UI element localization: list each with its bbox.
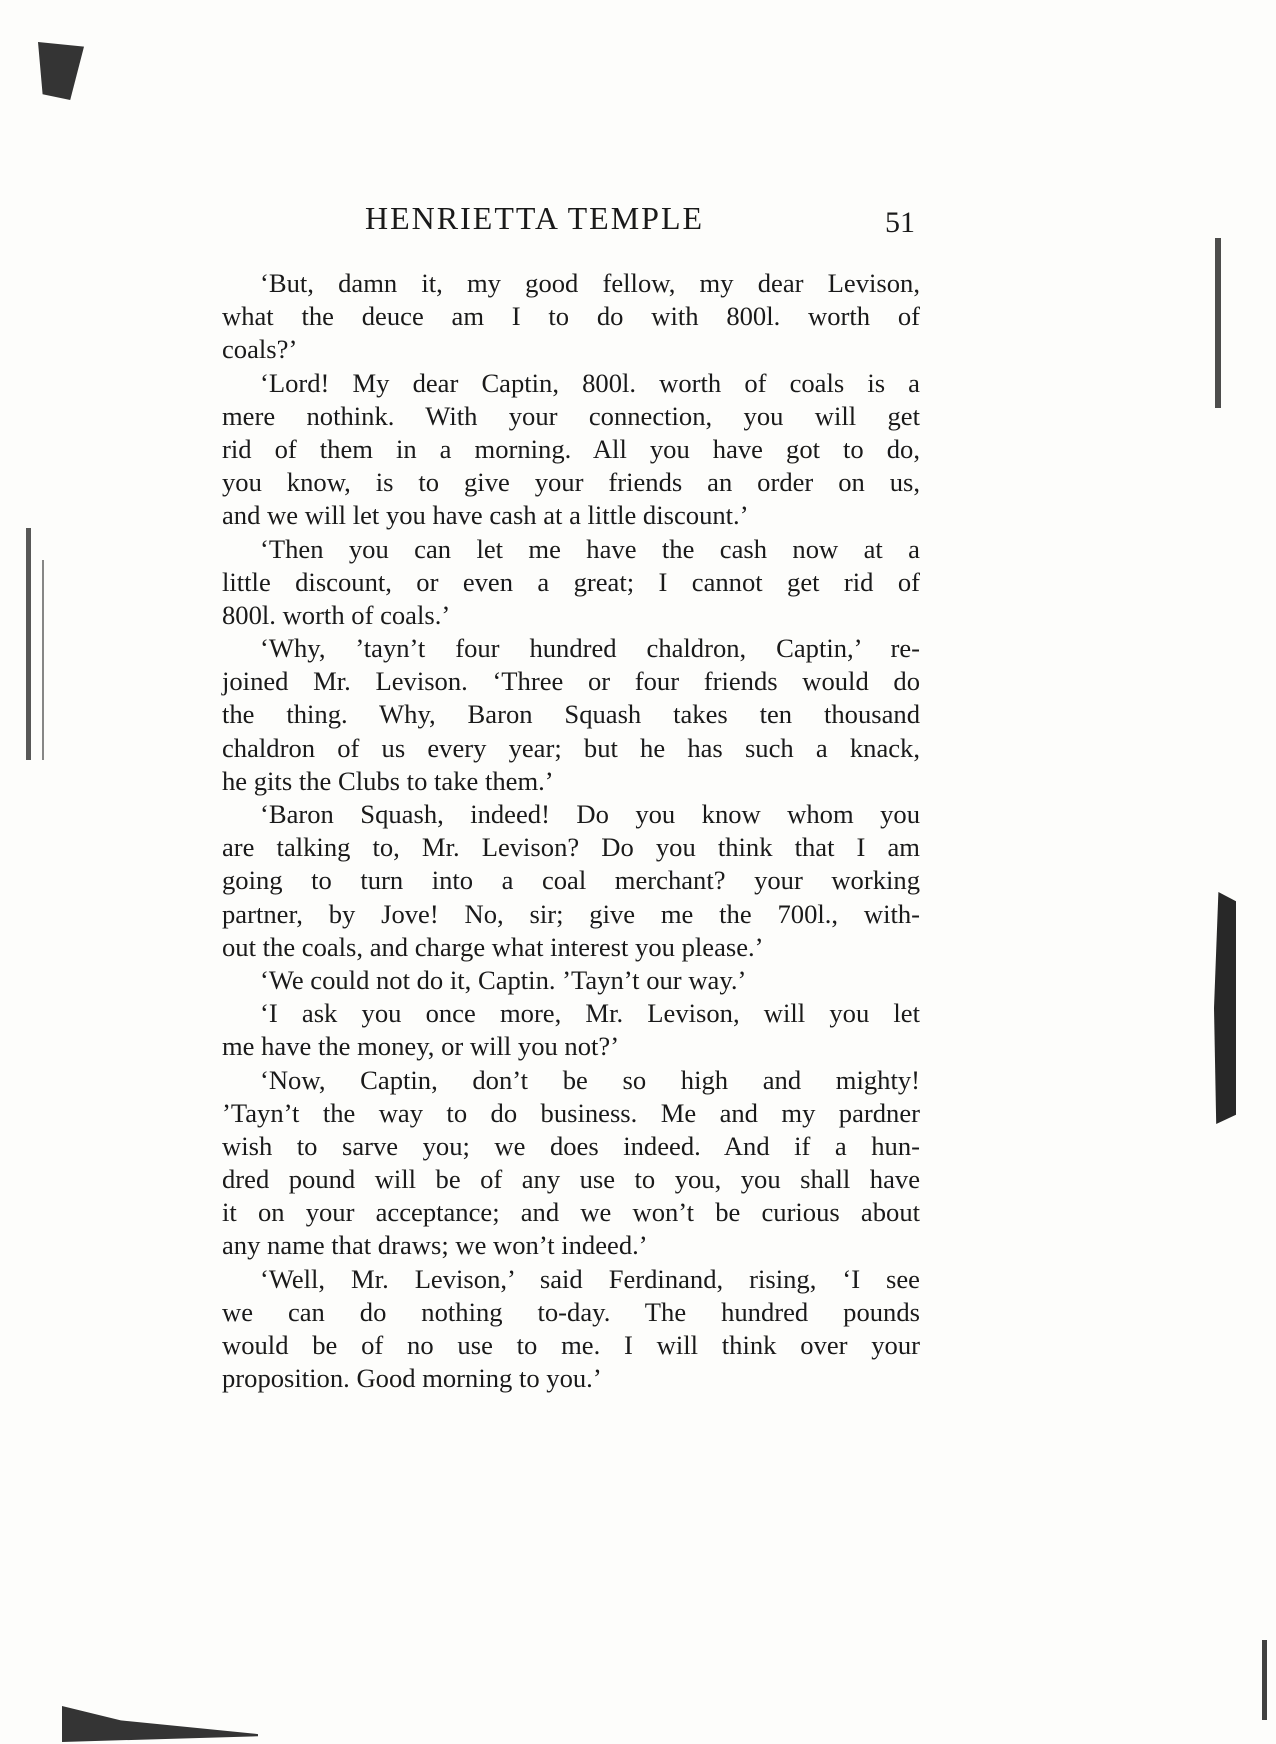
text-line: joined Mr. Levison. ‘Three or four friends would do (222, 666, 920, 697)
text-line: dred pound will be of any use to you, you shall have (222, 1164, 920, 1195)
text-line: proposition. Good morning to you.’ (222, 1363, 602, 1394)
text-line: and we will let you have cash at a little discount.’ (222, 500, 749, 531)
text-line: any name that draws; we won’t indeed.’ (222, 1230, 648, 1261)
scan-mark-top-left (38, 42, 84, 100)
text-line: ‘Why, ’tayn’t four hundred chaldron, Captin,’ re- (260, 633, 920, 664)
text-line: ‘Then you can let me have the cash now at a (260, 533, 920, 564)
text-line: ‘But, damn it, my good fellow, my dear Levison, (260, 268, 920, 298)
text-line: ‘We could not do it, Captin. ’Tayn’t our way.’ (260, 964, 747, 995)
text-line: partner, by Jove! No, sir; give me the 700l., with- (222, 898, 920, 929)
text-line: ‘Lord! My dear Captin, 800l. worth of coals is a (260, 367, 920, 398)
text-line: coals?’ (222, 334, 298, 365)
text-line: would be of no use to me. I will think over your (222, 1330, 920, 1360)
text-line: are talking to, Mr. Levison? Do you think that I am (222, 832, 920, 863)
text-line: we can do nothing to-day. The hundred pounds (222, 1296, 920, 1327)
text-line: going to turn into a coal merchant? your working (222, 865, 920, 896)
text-line: ‘Well, Mr. Levison,’ said Ferdinand, rising, ‘I see (260, 1263, 920, 1294)
text-line: chaldron of us every year; but he has such a knack, (222, 732, 920, 763)
text-line: ’Tayn’t the way to do business. Me and my pardner (222, 1097, 920, 1128)
body-text (222, 267, 920, 1395)
text-line: you know, is to give your friends an order on us, (222, 467, 920, 498)
scan-mark-left-edge (26, 528, 31, 760)
text-line: me have the money, or will you not?’ (222, 1031, 620, 1062)
text-line: little discount, or even a great; I cannot get rid of (222, 566, 920, 597)
page-number: 51 (885, 206, 915, 239)
text-line: ‘Baron Squash, indeed! Do you know whom you (260, 799, 920, 829)
text-line: the thing. Why, Baron Squash takes ten thousand (222, 699, 920, 730)
text-line: 800l. worth of coals.’ (222, 599, 451, 630)
scan-mark-right-edge-bottom (1262, 1640, 1267, 1720)
scan-mark-left-edge-thin (42, 560, 44, 760)
running-title: HENRIETTA TEMPLE (365, 200, 705, 236)
scan-mark-right-edge-top (1215, 238, 1221, 408)
text-line: he gits the Clubs to take them.’ (222, 765, 554, 796)
text-line: what the deuce am I to do with 800l. worth of (222, 301, 920, 332)
text-line: mere nothink. With your connection, you will get (222, 400, 920, 431)
text-line: wish to sarve you; we does indeed. And if a hun- (222, 1130, 920, 1161)
scan-mark-bottom-left (62, 1706, 258, 1742)
text-line: ‘Now, Captin, don’t be so high and mighty! (260, 1064, 920, 1095)
text-line: ‘I ask you once more, Mr. Levison, will you let (260, 998, 920, 1029)
text-line: it on your acceptance; and we won’t be curious about (222, 1197, 920, 1228)
text-line: rid of them in a morning. All you have got to do, (222, 433, 920, 464)
page-header (222, 200, 920, 250)
scan-mark-right-edge-middle (1214, 892, 1236, 1124)
text-line: out the coals, and charge what interest you please.’ (222, 931, 764, 962)
